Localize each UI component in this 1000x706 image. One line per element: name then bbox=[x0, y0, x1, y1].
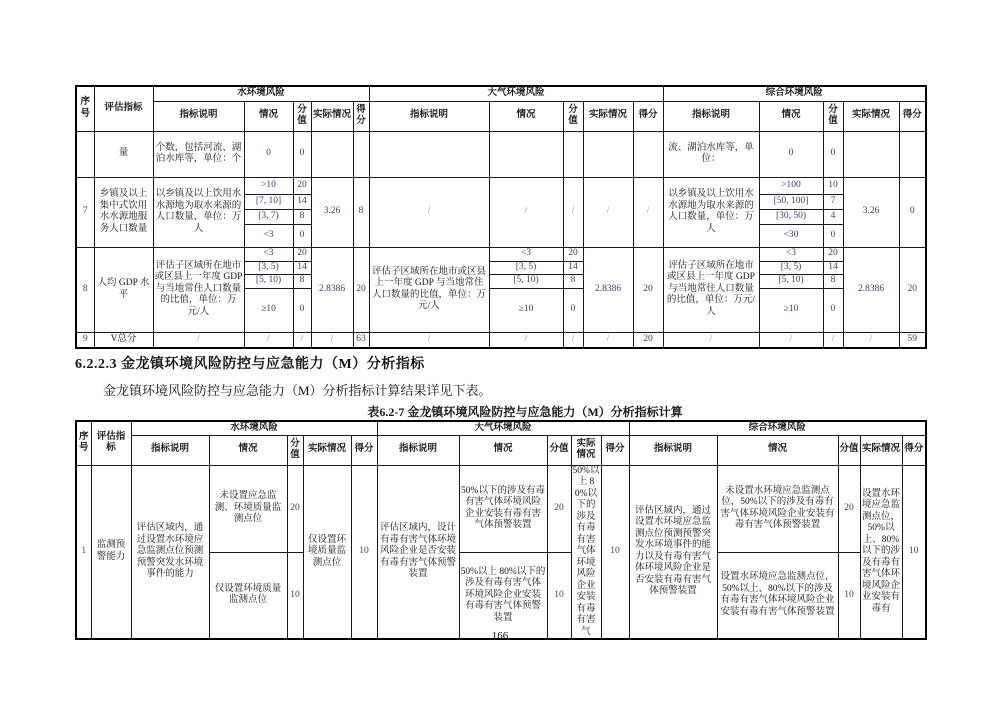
value-cell: 0 bbox=[293, 224, 311, 247]
situation-cell: >10 bbox=[244, 177, 293, 194]
indicator-cell: 监测预警能力 bbox=[91, 465, 131, 639]
situation-cell: [3, 5) bbox=[489, 261, 563, 274]
seq-cell: 8 bbox=[76, 247, 94, 332]
value-cell: 20 bbox=[293, 247, 311, 261]
section-heading: 6.2.2.3 金龙镇环境风险防控与应急能力（M）分析指标 bbox=[75, 357, 425, 372]
table-row bbox=[76, 131, 926, 177]
value-cell: 0 bbox=[823, 288, 843, 332]
situation-cell: / bbox=[489, 332, 563, 348]
value-cell: 0 bbox=[293, 288, 311, 332]
value-header: 分值 bbox=[287, 435, 303, 465]
value-header: 分值 bbox=[293, 101, 311, 131]
desc-cell: 评估子区域所在地市或区县上一年度 GDP 与当地常住人口数量的比值，单位：万元/人 bbox=[153, 247, 244, 332]
situation-cell: 未设置水环境应急监测点位，50%以下的涉及有毒有害气体环境风险企业安装有毒有害气体预警装置 bbox=[717, 465, 838, 552]
desc-cell: 个数，包括河流、湖泊水库等，单位：个 bbox=[153, 131, 244, 177]
table1-container bbox=[75, 85, 927, 349]
value-cell: 8 bbox=[293, 209, 311, 224]
actual-cell: 仅设置环境质量监测点位 bbox=[303, 465, 351, 639]
actual-header: 实际情况 bbox=[860, 435, 902, 465]
value-cell: 20 bbox=[838, 465, 860, 552]
value-cell: 10 bbox=[838, 552, 860, 639]
value-cell: 10 bbox=[547, 552, 571, 639]
value-cell: 20 bbox=[293, 177, 311, 194]
desc-cell: / bbox=[369, 332, 489, 348]
value-cell: 10 bbox=[287, 552, 303, 639]
value-cell: 14 bbox=[293, 194, 311, 209]
situation-cell: [50, 100] bbox=[759, 194, 823, 209]
score-header: 得分 bbox=[351, 435, 377, 465]
situation-header: 情况 bbox=[717, 435, 838, 465]
situation-header: 情况 bbox=[244, 101, 293, 131]
value-cell: 20 bbox=[563, 247, 583, 261]
indicator-cell: 乡镇及以上集中式饮用水水源地服务人口数量 bbox=[94, 177, 153, 247]
desc-header: 指标说明 bbox=[153, 101, 244, 131]
indicator-cell: 量 bbox=[94, 131, 153, 177]
actual-cell: / bbox=[843, 332, 899, 348]
desc-cell: 评估区域内，设计有毒有害气体环境风险企业是否安装有毒有害气体预警装置 bbox=[377, 465, 459, 639]
actual-cell: 3.26 bbox=[311, 177, 353, 247]
cell-empty bbox=[563, 131, 583, 177]
cell-empty bbox=[369, 131, 489, 177]
desc-cell: 评估区域内，通过设置水环境应急监测点位预测预警突发水环境事件的能力以及有毒有害气体环境风险企业是否安装有毒有害气体预警装置 bbox=[629, 465, 717, 639]
value-cell: 14 bbox=[823, 261, 843, 274]
value-cell: / bbox=[563, 177, 583, 247]
score-cell: 20 bbox=[633, 332, 663, 348]
situation-cell: / bbox=[489, 177, 563, 247]
cell-empty bbox=[583, 131, 633, 177]
score-cell: 63 bbox=[353, 332, 369, 348]
situation-cell: ≥10 bbox=[244, 288, 293, 332]
value-header: 分值 bbox=[838, 435, 860, 465]
value-cell: 8 bbox=[293, 274, 311, 288]
desc-cell: / bbox=[153, 332, 244, 348]
cell-empty bbox=[843, 131, 899, 177]
actual-cell: 2.8386 bbox=[583, 247, 633, 332]
indicator-cell: 人均 GDP 水平 bbox=[94, 247, 153, 332]
desc-header: 指标说明 bbox=[131, 435, 209, 465]
desc-cell: / bbox=[663, 332, 759, 348]
desc-header: 指标说明 bbox=[663, 101, 759, 131]
actual-cell: / bbox=[311, 332, 353, 348]
value-cell: 4 bbox=[823, 209, 843, 224]
value-cell: 20 bbox=[547, 465, 571, 552]
indicator-header: 评估指标 bbox=[94, 86, 153, 131]
indicator-header: 评估指标 bbox=[91, 421, 131, 465]
seq-header: 序号 bbox=[76, 86, 94, 131]
group-header-overall: 综合环境风险 bbox=[629, 421, 926, 435]
actual-header: 实际情况 bbox=[303, 435, 351, 465]
value-cell: 0 bbox=[823, 224, 843, 247]
group-header-water: 水环境风险 bbox=[131, 421, 377, 435]
value-header: 分值 bbox=[823, 101, 843, 131]
situation-cell: >100 bbox=[759, 177, 823, 194]
seq-header: 序号 bbox=[76, 421, 91, 465]
table2-container bbox=[75, 420, 927, 640]
score-cell: 59 bbox=[899, 332, 926, 348]
value-cell: / bbox=[823, 332, 843, 348]
situation-cell: [5, 10) bbox=[244, 274, 293, 288]
situation-cell: 设置水环境应急监测点位，50%以上、80%以下的涉及有毒有害气体环境风险企业安装有毒有害气体预警装置 bbox=[717, 552, 838, 639]
situation-header: 情况 bbox=[489, 101, 563, 131]
cell-empty bbox=[353, 131, 369, 177]
seq-cell: 1 bbox=[76, 465, 91, 639]
situation-cell: 50%以上 80%以下的涉及有毒有害气体环境风险企业安装有毒有害气体预警装置 bbox=[459, 552, 547, 639]
situation-cell: <30 bbox=[759, 224, 823, 247]
situation-cell: [3, 7) bbox=[244, 209, 293, 224]
score-cell: 8 bbox=[353, 177, 369, 247]
situation-cell: / bbox=[244, 332, 293, 348]
situation-cell: ≥10 bbox=[489, 288, 563, 332]
score-header: 得分 bbox=[899, 101, 926, 131]
score-cell: 0 bbox=[899, 177, 926, 247]
group-header-air: 大气环境风险 bbox=[377, 421, 629, 435]
situation-cell: <3 bbox=[244, 224, 293, 247]
situation-cell: 0 bbox=[244, 131, 293, 177]
actual-header: 实际情况 bbox=[583, 101, 633, 131]
score-cell: / bbox=[633, 177, 663, 247]
value-cell: 14 bbox=[293, 261, 311, 274]
desc-cell: 评估子区域所在地市或区县上一年度 GDP 与当地常住人口数量的比值，单位：万元/人 bbox=[369, 247, 489, 332]
value-cell: / bbox=[563, 332, 583, 348]
score-cell: 10 bbox=[351, 465, 377, 639]
group-header-water: 水环境风险 bbox=[153, 86, 369, 101]
desc-header: 指标说明 bbox=[629, 435, 717, 465]
seq-cell: 9 bbox=[76, 332, 94, 348]
table-row bbox=[76, 465, 926, 552]
seq-cell: 7 bbox=[76, 177, 94, 247]
score-header: 得分 bbox=[353, 101, 369, 131]
score-cell: 20 bbox=[633, 247, 663, 332]
situation-cell: ≥10 bbox=[759, 288, 823, 332]
actual-cell: 2.8386 bbox=[311, 247, 353, 332]
table-row bbox=[76, 247, 926, 261]
cell-empty bbox=[76, 131, 94, 177]
body-paragraph: 金龙镇环境风险防控与应急能力（M）分析指标计算结果详见下表。 bbox=[103, 383, 492, 398]
value-cell: 20 bbox=[287, 465, 303, 552]
actual-cell: 3.26 bbox=[843, 177, 899, 247]
value-cell: 10 bbox=[823, 177, 843, 194]
value-header: 分值 bbox=[547, 435, 571, 465]
desc-header: 指标说明 bbox=[377, 435, 459, 465]
actual-cell: / bbox=[583, 332, 633, 348]
actual-cell: 设置水环境应急监测点位，50%以上、80%以下的涉及有毒有害气体环境风险企业安装有毒有 bbox=[860, 465, 902, 639]
desc-cell: 评估区域内，通过设置水环境应急监测点位预测预警突发水环境事件的能力 bbox=[131, 465, 209, 639]
situation-cell: 未设置应急监测、环境质量监测点位 bbox=[209, 465, 287, 552]
cell-empty bbox=[489, 131, 563, 177]
situation-cell: [5, 10) bbox=[759, 274, 823, 288]
desc-cell: 流、湖泊水库等，单位： bbox=[663, 131, 759, 177]
situation-header: 情况 bbox=[759, 101, 823, 131]
table-risk-receptor bbox=[75, 85, 927, 349]
page-number: 166 bbox=[491, 630, 509, 642]
score-cell: 20 bbox=[353, 247, 369, 332]
cell-empty bbox=[311, 131, 353, 177]
table-risk-control bbox=[75, 420, 927, 640]
situation-cell: [7, 10] bbox=[244, 194, 293, 209]
desc-cell: 以乡镇及以上饮用水水源地为取水来源的人口数量，单位：万人 bbox=[663, 177, 759, 247]
value-cell: 0 bbox=[563, 288, 583, 332]
value-header: 分值 bbox=[563, 101, 583, 131]
value-cell: 8 bbox=[563, 274, 583, 288]
situation-cell: [3, 5) bbox=[244, 261, 293, 274]
situation-header: 情况 bbox=[209, 435, 287, 465]
group-header-air: 大气环境风险 bbox=[369, 86, 663, 101]
table2-caption: 表6.2-7 金龙镇环境风险防控与应急能力（M）分析指标计算 bbox=[367, 405, 683, 419]
situation-cell: <3 bbox=[759, 247, 823, 261]
situation-cell: [5, 10) bbox=[489, 274, 563, 288]
score-header: 得分 bbox=[601, 435, 629, 465]
value-cell: 0 bbox=[823, 131, 843, 177]
table-row bbox=[76, 177, 926, 194]
actual-cell: / bbox=[583, 177, 633, 247]
actual-cell: 2.8386 bbox=[843, 247, 899, 332]
situation-cell: <3 bbox=[489, 247, 563, 261]
situation-cell: 仅设置环境质量监测点位 bbox=[209, 552, 287, 639]
situation-cell: 50%以下的涉及有毒有害气体环境风险企业安装有毒有害气体预警装置 bbox=[459, 465, 547, 552]
situation-cell: [30, 50) bbox=[759, 209, 823, 224]
value-cell: 8 bbox=[823, 274, 843, 288]
score-cell: 10 bbox=[902, 465, 926, 639]
value-cell: 0 bbox=[293, 131, 311, 177]
score-header: 得分 bbox=[633, 101, 663, 131]
actual-header: 实际情况 bbox=[571, 435, 601, 465]
indicator-cell: V总分 bbox=[94, 332, 153, 348]
desc-cell: 以乡镇及以上饮用水水源地为取水来源的人口数量，单位：万人 bbox=[153, 177, 244, 247]
score-header: 得分 bbox=[902, 435, 926, 465]
situation-cell: / bbox=[759, 332, 823, 348]
value-cell: 14 bbox=[563, 261, 583, 274]
score-cell: 10 bbox=[601, 465, 629, 639]
situation-cell: <3 bbox=[244, 247, 293, 261]
actual-header: 实际情况 bbox=[843, 101, 899, 131]
group-header-overall: 综合环境风险 bbox=[663, 86, 926, 101]
situation-cell: [3, 5) bbox=[759, 261, 823, 274]
situation-cell: 0 bbox=[759, 131, 823, 177]
score-cell: 20 bbox=[899, 247, 926, 332]
actual-header: 实际情况 bbox=[311, 101, 353, 131]
value-cell: 20 bbox=[823, 247, 843, 261]
desc-cell: / bbox=[369, 177, 489, 247]
value-cell: 7 bbox=[823, 194, 843, 209]
situation-header: 情况 bbox=[459, 435, 547, 465]
actual-cell: 50%以上 80%以下的涉及有毒有害气体环境风险企业安装有毒有害气 bbox=[571, 465, 601, 639]
desc-cell: 评估子区域所在地市或区县上一年度 GDP 与当地常住人口数量的比值，单位：万元/人 bbox=[663, 247, 759, 332]
desc-header: 指标说明 bbox=[369, 101, 489, 131]
cell-empty bbox=[633, 131, 663, 177]
cell-empty bbox=[899, 131, 926, 177]
table-row bbox=[76, 332, 926, 348]
value-cell: / bbox=[293, 332, 311, 348]
